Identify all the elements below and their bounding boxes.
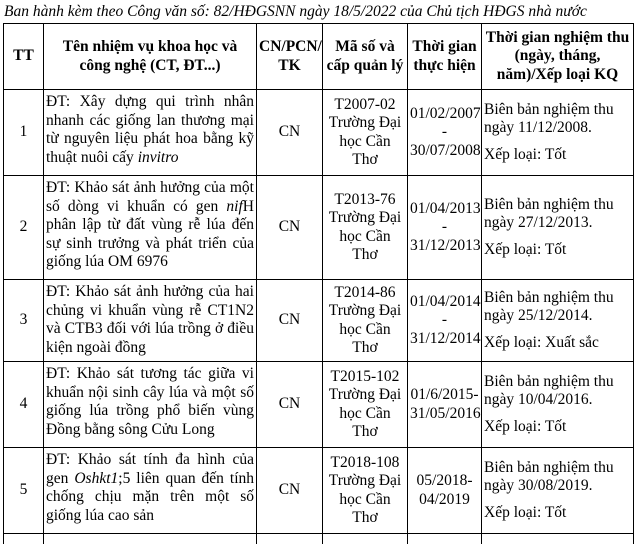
row-result: Biên bản nghiệm thu ngày 25/12/2014. Xếp loại: Xuất sắc bbox=[482, 280, 634, 362]
row-tt: 4 bbox=[4, 362, 44, 448]
row-tt: 5 bbox=[4, 448, 44, 534]
row-result: Biên bản nghiệm thu ngày 30/08/2019. Xếp loại: Tốt bbox=[482, 448, 634, 534]
header-task: Tên nhiệm vụ khoa học và công nghệ (CT, ĐT...) bbox=[44, 24, 257, 90]
row-period: 01/04/2014 - 31/12/2014 bbox=[408, 280, 482, 362]
row-code: T2014-86 Trường Đại học Cần Thơ bbox=[323, 280, 408, 362]
row-result: Biên bản nghiệm thu ngày 10/04/2016. Xếp loại: Tốt bbox=[482, 362, 634, 448]
row-period: 01/6/2015- 31/05/2016 bbox=[408, 362, 482, 448]
row-task: ĐT: Khảo sát ảnh hưởng của hai chủng vi khuẩn vùng rễ CT1N2 và CTB3 đối với lúa trồng ở điều kiện ngoài đồng bbox=[44, 280, 257, 362]
row-tt: 2 bbox=[4, 176, 44, 280]
row-period: 05/2018- 04/2019 bbox=[408, 448, 482, 534]
row-role: CN bbox=[257, 90, 323, 176]
header-row bbox=[4, 24, 634, 90]
table-row bbox=[4, 280, 634, 362]
row-code: T2018-108 Trường Đại học Cần Thơ bbox=[323, 448, 408, 534]
header-period: Thời gian thực hiện bbox=[408, 24, 482, 90]
document-caption: Ban hành kèm theo Công văn số: 82/HĐGSNN ngày 18/5/2022 của Chủ tịch HĐGS nhà nước bbox=[4, 2, 634, 22]
header-result: Thời gian nghiệm thu (ngày, tháng, năm)/Xếp loại KQ bbox=[482, 24, 634, 90]
table-row bbox=[4, 362, 634, 448]
research-tasks-table bbox=[3, 23, 634, 544]
row-role: CN bbox=[257, 176, 323, 280]
header-tt: TT bbox=[4, 24, 44, 90]
row-code: T2007-02 Trường Đại học Cần Thơ bbox=[323, 90, 408, 176]
row-period: 01/02/2007 - 30/07/2008 bbox=[408, 90, 482, 176]
table-row bbox=[4, 176, 634, 280]
row-result: Biên bản nghiệm thu ngày 27/12/2013. Xếp loại: Tốt bbox=[482, 176, 634, 280]
row-tt: 1 bbox=[4, 90, 44, 176]
header-code: Mã số và cấp quản lý bbox=[323, 24, 408, 90]
row-role: CN bbox=[257, 280, 323, 362]
table-row-cutoff bbox=[4, 534, 634, 544]
row-tt: 3 bbox=[4, 280, 44, 362]
row-role: CN bbox=[257, 362, 323, 448]
header-role: CN/PCN/ TK bbox=[257, 24, 323, 90]
row-role: CN bbox=[257, 448, 323, 534]
row-code: T2013-76 Trường Đại học Cần Thơ bbox=[323, 176, 408, 280]
row-task: ĐT: Xây dựng qui trình nhân nhanh các giống lan thương mại từ nguyên liệu phát hoa bằng kỹ thuật nuôi cấy invitro bbox=[44, 90, 257, 176]
table-row bbox=[4, 448, 634, 534]
table-row bbox=[4, 90, 634, 176]
row-result: Biên bản nghiệm thu ngày 11/12/2008. Xếp loại: Tốt bbox=[482, 90, 634, 176]
row-task: ĐT: Khảo sát tính đa hình của gen Oshkt1;5 liên quan đến tính chống chịu mặn trên một số giống lúa cao sản bbox=[44, 448, 257, 534]
row-task: ĐT: Khảo sát tương tác giữa vi khuẩn nội sinh cây lúa và một số giống lúa trồng phổ biến vùng Đồng bằng sông Cửu Long bbox=[44, 362, 257, 448]
row-code: T2015-102 Trường Đại học Cần Thơ bbox=[323, 362, 408, 448]
row-period: 01/04/2013 - 31/12/2013 bbox=[408, 176, 482, 280]
row-task: ĐT: Khảo sát ảnh hưởng của một số dòng vi khuẩn có gen nifH phân lập từ đất vùng rễ lúa đến sự sinh trưởng và phát triển của giống lúa OM 6976 bbox=[44, 176, 257, 280]
